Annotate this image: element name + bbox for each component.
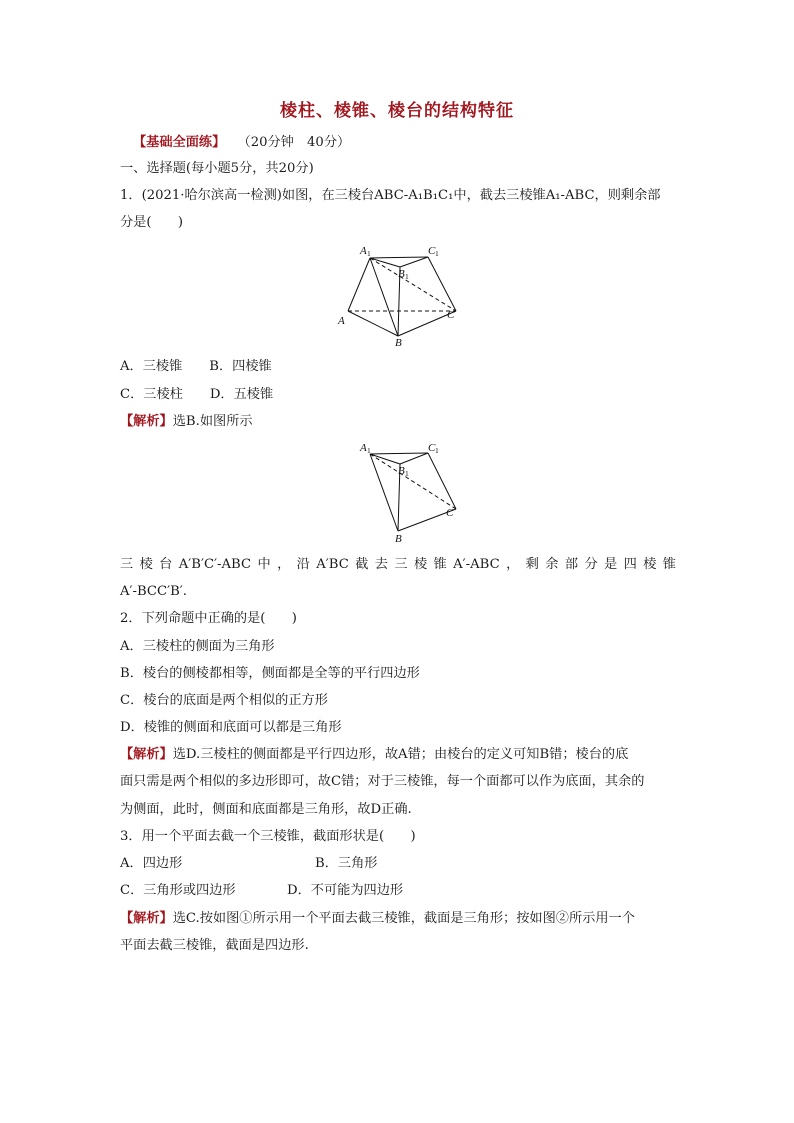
q2-answer-text: 选D.三棱柱的侧面都是平行四边形，故A错；由棱台的定义可知B错；棱台的底 bbox=[172, 747, 629, 762]
q3-option-d: D．不可能为四边形 bbox=[287, 883, 404, 898]
q1-answer-tag: 【解析】 bbox=[120, 414, 173, 429]
q1-answer bbox=[120, 413, 676, 431]
q2-answer-line1 bbox=[120, 746, 676, 764]
frustum-diagram-1 bbox=[336, 240, 460, 346]
q1-explain-line2: A′-BCC′B′. bbox=[120, 584, 187, 599]
q2-answer-line2: 面只需是两个相似的多边形即可，故C错；对于三棱锥，每一个面都可以作为底面，其余的 bbox=[120, 774, 645, 789]
edge-a1c1 bbox=[370, 453, 428, 454]
label-b: B bbox=[395, 533, 402, 544]
label-a1: A bbox=[360, 245, 367, 257]
q3-option-a: A．四边形 bbox=[120, 856, 183, 871]
edge-a1b1 bbox=[370, 454, 400, 464]
label-c: C bbox=[446, 507, 454, 519]
figure-frustum-full bbox=[336, 240, 460, 346]
svg-text:1: 1 bbox=[435, 446, 439, 455]
label-c: C bbox=[447, 309, 455, 321]
section-header bbox=[133, 134, 689, 152]
q1-answer-text: 选B.如图所示 bbox=[172, 414, 253, 429]
edge-a1c1 bbox=[370, 257, 428, 258]
q3-options-row1 bbox=[120, 855, 676, 873]
q1-stem-line2: 分是( ) bbox=[120, 215, 184, 230]
edge-a1b1 bbox=[370, 258, 400, 267]
q2-answer-tag: 【解析】 bbox=[120, 747, 173, 762]
q1-options-row1 bbox=[120, 358, 676, 376]
label-a: A bbox=[338, 315, 345, 327]
q3-answer-line1 bbox=[120, 910, 676, 928]
frustum-diagram-2 bbox=[356, 440, 460, 544]
q1-option-a: A．三棱锥 bbox=[120, 359, 183, 374]
q2-option-a: A．三棱柱的侧面为三角形 bbox=[120, 639, 275, 654]
q3-options-row2 bbox=[120, 882, 676, 900]
edge-a1c-hidden bbox=[370, 454, 456, 509]
label-b: B bbox=[395, 337, 402, 346]
edge-b1c1 bbox=[400, 257, 428, 267]
svg-text:1: 1 bbox=[435, 249, 439, 258]
edge-a1c-hidden bbox=[370, 258, 456, 311]
label-b1: B bbox=[398, 268, 405, 280]
svg-text:1: 1 bbox=[367, 446, 371, 455]
q2-option-b: B．棱台的侧棱都相等，侧面都是全等的平行四边形 bbox=[120, 666, 420, 681]
q3-answer-tag: 【解析】 bbox=[120, 911, 173, 926]
q3-answer-line2: 平面去截三棱锥，截面是四边形. bbox=[120, 938, 309, 953]
label-c1: C bbox=[428, 442, 436, 454]
q2-stem: 2．下列命题中正确的是( ) bbox=[120, 611, 297, 626]
edge-a1a bbox=[348, 258, 370, 311]
q1-stem-line1: 1．(2021·哈尔滨高一检测)如图，在三棱台ABC-A₁B₁C₁中，截去三棱锥A₁-ABC，则剩余部 bbox=[120, 188, 661, 203]
q1-option-d: D．五棱锥 bbox=[209, 387, 274, 402]
edge-b1c1 bbox=[400, 453, 428, 464]
q3-stem: 3．用一个平面去截一个三棱锥，截面形状是( ) bbox=[120, 829, 416, 844]
svg-text:1: 1 bbox=[405, 469, 409, 478]
label-b1: B bbox=[398, 465, 405, 477]
page-title: 棱柱、棱锥、棱台的结构特征 bbox=[280, 101, 514, 121]
section-tag: 【基础全面练】 bbox=[133, 135, 226, 150]
q1-explain-line1: 三棱台A′B′C′-ABC中，沿A′BC截去三棱锥A′-ABC，剩余部分是四棱锥 bbox=[120, 557, 676, 572]
q2-answer-line3: 为侧面，此时，侧面和底面都是三角形，故D正确. bbox=[120, 802, 412, 817]
part-heading: 一、选择题(每小题5分，共20分) bbox=[120, 161, 314, 176]
q3-option-b: B．三角形 bbox=[315, 856, 378, 871]
label-c1: C bbox=[428, 245, 436, 257]
q3-answer-text: 选C.按如图①所示用一个平面去截三棱锥，截面是三角形；按如图②所示用一个 bbox=[172, 911, 635, 926]
q1-options-row2 bbox=[120, 386, 676, 404]
label-a1: A bbox=[360, 442, 367, 454]
edge-a1b bbox=[370, 454, 398, 531]
q1-option-c: C．三棱柱 bbox=[120, 387, 183, 402]
section-meta: （20分钟 40分） bbox=[237, 135, 351, 150]
q2-option-d: D．棱锥的侧面和底面可以都是三角形 bbox=[120, 720, 342, 735]
q3-option-c: C．三角形或四边形 bbox=[120, 883, 236, 898]
q2-option-c: C．棱台的底面是两个相似的正方形 bbox=[120, 693, 328, 708]
svg-text:1: 1 bbox=[367, 249, 371, 258]
figure-pyramid-remaining bbox=[356, 440, 460, 544]
q1-option-b: B．四棱锥 bbox=[209, 359, 272, 374]
svg-text:1: 1 bbox=[405, 272, 409, 281]
